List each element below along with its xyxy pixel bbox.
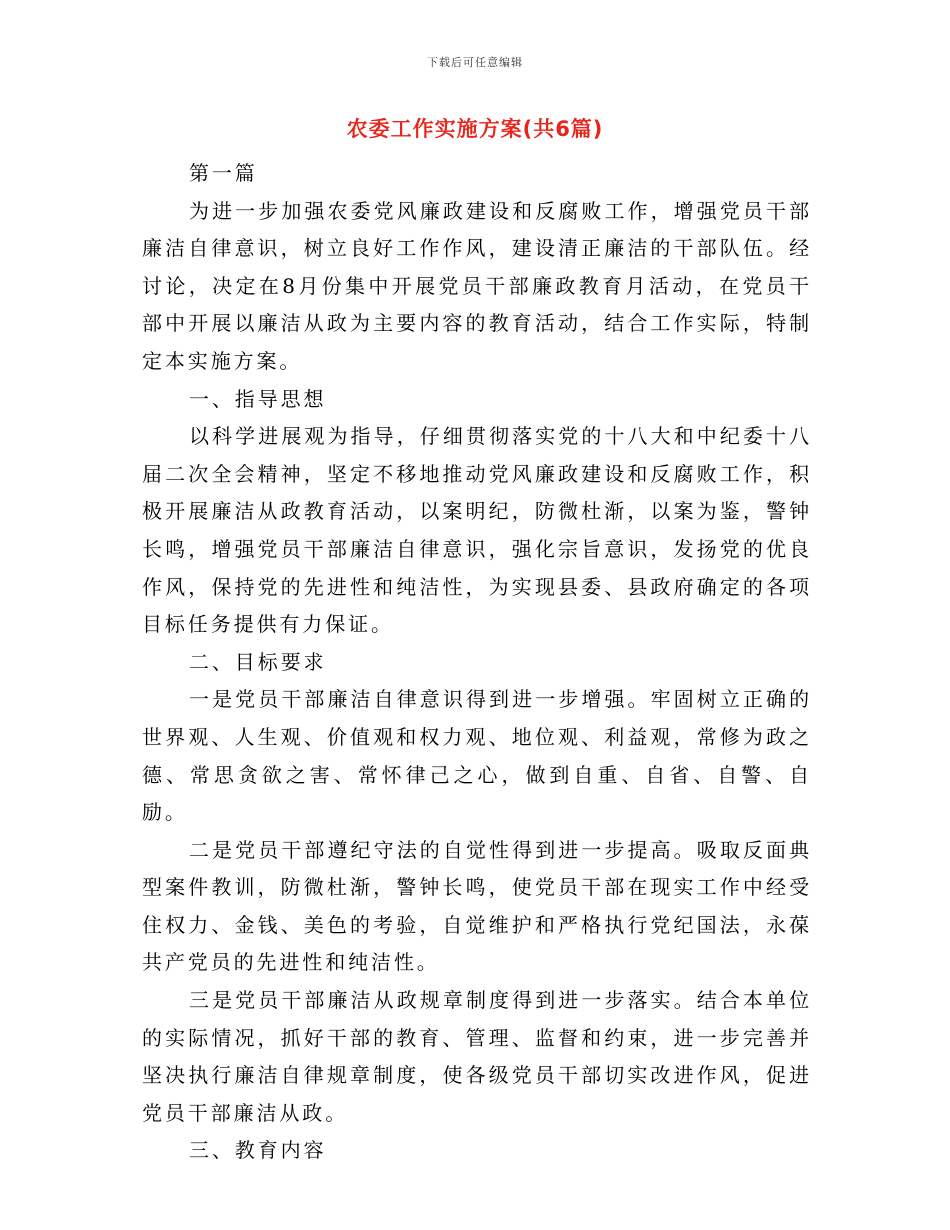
document-body	[142, 155, 812, 1170]
guiding-thought-paragraph: 以科学进展观为指导，仔细贯彻落实党的十八大和中纪委十八届二次全会精神，坚定不移地推动党风廉政建设和反腐败工作，积极开展廉洁从政教育活动，以案明纪，防微杜渐，以案为鉴，警钟长鸣，增强党员干部廉洁自律意识，强化宗旨意识，发扬党的优良作风，保持党的先进性和纯洁性，为实现县委、县政府确定的各项目标任务提供有力保证。	[142, 424, 812, 637]
header-note: 下载后可任意编辑	[427, 56, 523, 69]
goal-paragraph-2: 二是党员干部遵纪守法的自觉性得到进一步提高。吸取反面典型案件教训，防微杜渐，警钟长鸣，使党员干部在现实工作中经受住权力、金钱、美色的考验，自觉维护和严格执行党纪国法，永葆共产党员的先进性和纯洁性。	[142, 837, 812, 975]
section-heading-education-content: 三、教育内容	[189, 1138, 327, 1163]
section-heading-goals: 二、目标要求	[189, 649, 327, 674]
goal-paragraph-1: 一是党员干部廉洁自律意识得到进一步增强。牢固树立正确的世界观、人生观、价值观和权力观、地位观、利益观，常修为政之德、常思贪欲之害、常怀律己之心，做到自重、自省、自警、自励。	[142, 687, 812, 825]
intro-paragraph: 为进一步加强农委党风廉政建设和反腐败工作，增强党员干部廉洁自律意识，树立良好工作作风，建设清正廉洁的干部队伍。经讨论，决定在8月份集中开展党员干部廉政教育月活动，在党员干部中开展以廉洁从政为主要内容的教育活动，结合工作实际，特制定本实施方案。	[142, 198, 812, 373]
document-title: 农委工作实施方案(共6篇)	[346, 117, 604, 141]
section-heading-part-one: 第一篇	[189, 161, 258, 185]
section-heading-guiding-thought: 一、指导思想	[189, 386, 327, 411]
goal-paragraph-3: 三是党员干部廉洁从政规章制度得到进一步落实。结合本单位的实际情况，抓好干部的教育、管理、监督和约束，进一步完善并坚决执行廉洁自律规章制度，使各级党员干部切实改进作风，促进党员干部廉洁从政。	[142, 988, 812, 1125]
